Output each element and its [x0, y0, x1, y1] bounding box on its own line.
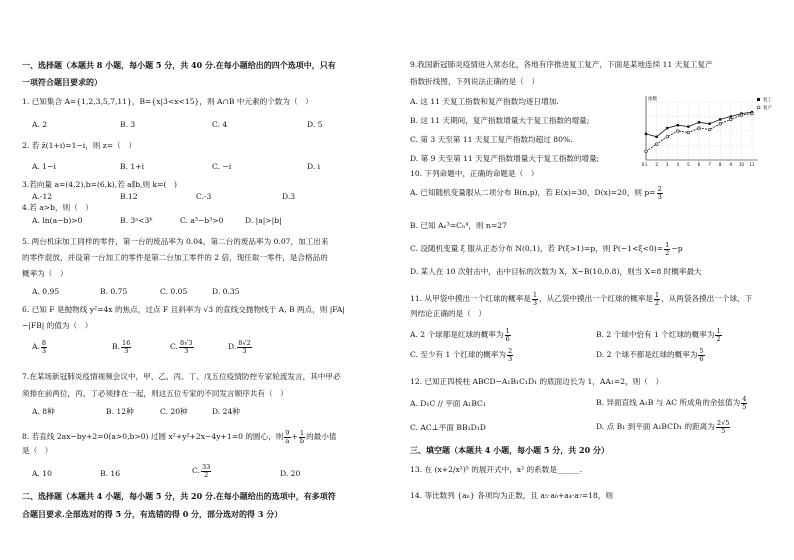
- legend-marker: [757, 98, 760, 101]
- data-point: [740, 114, 743, 117]
- q12-option-a: A. D₁C // 平面 A₁BC₁: [410, 399, 486, 408]
- x-tick-label: 10: [738, 162, 744, 167]
- x-tick-label: 3: [665, 162, 669, 167]
- q6-text: 6. 已知 F 是抛物线 y²=4x 的焦点，过点 F 且斜率为 √3 的直线交抛物线于 A, B 两点，则 |FA|: [22, 305, 345, 314]
- q13-text: 13. 在 (x+2/x²)⁵ 的展开式中，x² 的系数是______.: [410, 465, 583, 474]
- q12-text: 12. 已知正四棱柱 ABCD−A₁B₁C₁D₁ 的底面边长为 1，AA₁=2，则（ ）: [410, 377, 664, 386]
- data-point: [645, 150, 648, 153]
- x-tick-label: 11: [749, 162, 755, 167]
- q6-option-c: C. $\frac{8√3}{3}$: [170, 339, 193, 355]
- q9-text: 9.我国新冠肺炎疫情进入常态化，各地有序推进复工复产，下面是某地连续 11 天复工复产: [410, 60, 713, 69]
- data-point: [666, 136, 669, 139]
- q5-text: 5. 两台机床加工同样的零件，第一台的废品率为 0.04，第二台的废品率为 0.07，加工出来: [22, 237, 329, 246]
- q5-option-c: C. 0.05: [160, 287, 188, 296]
- legend-marker: [757, 106, 760, 109]
- data-point: [719, 122, 722, 125]
- q9-option-c: C. 第 3 天至第 11 天复工复产指数均超过 80%.: [410, 135, 573, 144]
- data-point: [655, 143, 658, 146]
- q5-option-a: A. 0.95: [32, 287, 60, 296]
- q4-option-d: D. |a|>|b|: [245, 216, 282, 225]
- q6-option-b: B. $\frac{16}{3}$: [112, 339, 131, 355]
- q3-option-c: C.-3: [196, 192, 212, 201]
- data-point: [751, 112, 754, 115]
- q11-option-d: D. 2 个球不都是红球的概率为 $\frac{5}{6}$: [596, 347, 704, 363]
- q10-option-a: A. 已知随机变量服从二项分布 B(n,p)，若 E(x)=30，D(x)=20，则 p= $\frac{2}{3}$: [410, 185, 662, 201]
- q11-option-b: B. 2 个球中恰有 1 个红球的概率为 $\frac{1}{2}$: [596, 327, 721, 343]
- x-tick-label: 1: [644, 162, 648, 167]
- section-2-heading: 二、选择题（本题共 4 小题，每小题 5 分，共 20 分.在每小题给出的选项中，有多项符: [22, 491, 336, 501]
- q8-option-a: A. 10: [32, 469, 52, 478]
- q7-text: 7.在某场新冠肺炎疫情视频会议中，甲、乙、丙、丁、戊五位疫情防控专家轮流发言，其中甲必: [22, 372, 341, 381]
- line-chart: [632, 92, 782, 172]
- origin-label: 0: [641, 162, 645, 167]
- x-tick-label: 6: [697, 162, 701, 167]
- q11-text: 11. 从甲袋中摸出一个红球的概率是 $\frac{1}{3}$ ，从乙袋中摸出一个红球的概率是 $\frac{1}{2}$ ，从两袋各摸出一个球，下: [410, 291, 753, 307]
- x-tick-label: 5: [687, 162, 690, 167]
- q12-option-b: B. 异面直线 A₁B 与 AC 所成角的余弦值为 $\frac{4}{5}$: [596, 395, 747, 411]
- data-point: [677, 124, 679, 126]
- q8-option-b: B. 16: [100, 469, 121, 478]
- q10-option-c: C. 设随机变量 ξ 服从正态分布 N(0,1)，若 P(ξ>1)=p，则 P(−1<ξ<0)= $\frac{1}{2}$ −p: [410, 241, 683, 257]
- data-point: [645, 133, 647, 135]
- q1-option-a: A. 2: [32, 120, 48, 129]
- data-point: [730, 115, 732, 117]
- data-point: [708, 123, 710, 125]
- q8-text-cont: 是（ ）: [22, 446, 53, 455]
- q3-text: 3.若向量 a=(4,2),b=(6,k),若 a∥b,则 k=( ): [22, 180, 177, 189]
- q4-option-c: C. a³−b³>0: [180, 216, 224, 225]
- section-1-heading-cont: 一项符合题目要求的）: [22, 77, 102, 87]
- q12-option-c: C. AC⊥平面 BB₁D₁D: [410, 423, 486, 432]
- q14-text: 14. 等比数列 {aₙ} 各项均为正数，且 a₅·a₆+a₄·a₇=18，则: [410, 491, 614, 500]
- data-point: [730, 118, 733, 121]
- q10-option-b: B. 已知 Aₙ³=Cₙ⁴，则 n=27: [410, 221, 507, 230]
- section-2-heading-cont: 合题目要求.全部选对的得 5 分，有选错的得 0 分，部分选对的得 3 分）: [22, 509, 283, 519]
- legend-label: 复工: [763, 98, 772, 103]
- q3-option-d: D.3: [282, 192, 296, 201]
- q7-option-a: A. 8种: [32, 407, 55, 416]
- x-tick-label: 4: [676, 162, 680, 167]
- q4-option-b: B. 3ᵃ<3ᵇ: [120, 216, 153, 225]
- q7-option-c: C. 20种: [160, 407, 188, 416]
- q12-option-d: D. 点 B₁ 到平面 A₁BCD₁ 的距离为 $\frac{2√5}{5}$: [596, 419, 730, 435]
- q10-text: 10. 下列命题中，正确的命题是（ ）: [410, 169, 539, 178]
- q2-text: 2. 若 z̄(1+i)=1−i，则 z=（ ）: [22, 141, 136, 150]
- x-tick-label: 7: [708, 162, 711, 167]
- q4-option-a: A. ln(a−b)>0: [32, 216, 83, 225]
- q9-option-d: D. 第 9 天至第 11 天复产指数增量大于复工指数的增量;: [410, 154, 600, 163]
- q1-text: 1. 已知集合 A={1,2,3,5,7,11}，B={x|3<x<15}，则 A∩B 中元素的个数为（ ）: [22, 97, 313, 106]
- q8-text: 8. 若直线 2ax−by+2=0(a>0,b>0) 过圆 x²+y²+2x−4y+1=0 的圆心，则 $\frac{9}{a}$ + $\frac{1}{b}$ 的最小值: [22, 429, 337, 445]
- q7-text-cont: 须排在前两位，丙、丁必须排在一起，则这五位专家的不同发言顺序共有（ ）: [22, 389, 288, 398]
- x-tick-label: 2: [655, 162, 658, 167]
- q5-option-b: B. 0.75: [100, 287, 128, 296]
- data-point: [687, 131, 690, 134]
- q11-option-c: C. 至少有 1 个红球的概率为 $\frac{2}{3}$: [410, 347, 513, 363]
- data-point: [698, 127, 701, 130]
- q6-option-a: A. $\frac{8}{3}$: [32, 339, 47, 355]
- q3-option-a: A.-12: [32, 192, 53, 201]
- q4-text: 4.若 a>b，则（ ）: [22, 203, 93, 212]
- q1-option-d: D. 5: [307, 120, 323, 129]
- q5-option-d: D. 0.35: [212, 287, 240, 296]
- q11-text-cont: 列结论正确的是（ ）: [410, 309, 486, 318]
- x-tick-label: 9: [729, 162, 733, 167]
- q11-option-a: A. 2 个球都是红球的概率为 $\frac{1}{6}$: [410, 327, 510, 343]
- data-point: [708, 128, 711, 131]
- q7-option-b: B. 12种: [106, 407, 134, 416]
- data-point: [666, 127, 668, 129]
- data-point: [719, 118, 721, 120]
- q1-option-b: B. 3: [120, 120, 136, 129]
- q9-option-a: A. 这 11 天复工指数和复产指数均逐日增加.: [410, 97, 559, 106]
- q6-option-d: D. $\frac{8√2}{3}$: [228, 339, 251, 355]
- y-axis-label: 指数: [648, 97, 657, 102]
- q7-option-d: D. 24种: [212, 407, 240, 416]
- data-point: [698, 121, 700, 123]
- q8-option-c: C. $\frac{33}{2}$: [192, 463, 211, 479]
- legend-label: 复产: [763, 106, 772, 111]
- section-1-heading: 一、选择题（本题共 8 小题，每小题 5 分，共 40 分.在每小题给出的四个选项中，只有: [22, 60, 336, 70]
- q5-text-cont: 的零件混放，并设第一台加工的零件是第二台加工零件的 2 倍，现任取一零件，是合格品的: [22, 253, 328, 262]
- q9-text-cont: 指数折线图，下列说法正确的是（ ）: [410, 77, 540, 86]
- q6-text-cont: −|FB| 的值为（ ）: [22, 321, 93, 330]
- q8-option-d: D. 20: [280, 469, 301, 478]
- data-point: [677, 130, 680, 133]
- q5-text-cont2: 概率为（ ）: [22, 269, 68, 278]
- q2-option-b: B. 1+i: [120, 162, 145, 171]
- x-tick-label: 8: [718, 162, 722, 167]
- data-point: [687, 125, 689, 127]
- data-point: [655, 136, 657, 138]
- q3-option-b: B.12: [120, 192, 138, 201]
- q1-option-c: C. 4: [212, 120, 228, 129]
- q2-option-d: D. i: [307, 162, 321, 171]
- q9-option-b: B. 这 11 天期间，复产指数增量大于复工指数的增量;: [410, 116, 590, 125]
- section-3-heading: 三、填空题（本题共 4 小题，每小题 5 分，共 20 分）: [410, 445, 609, 455]
- q10-option-d: D. 某人在 10 次射击中，击中目标的次数为 X，X∼B(10,0.8)，则当 X=8 时概率最大: [410, 267, 702, 276]
- q2-option-c: C. −i: [212, 162, 232, 171]
- q2-option-a: A. 1−i: [32, 162, 56, 171]
